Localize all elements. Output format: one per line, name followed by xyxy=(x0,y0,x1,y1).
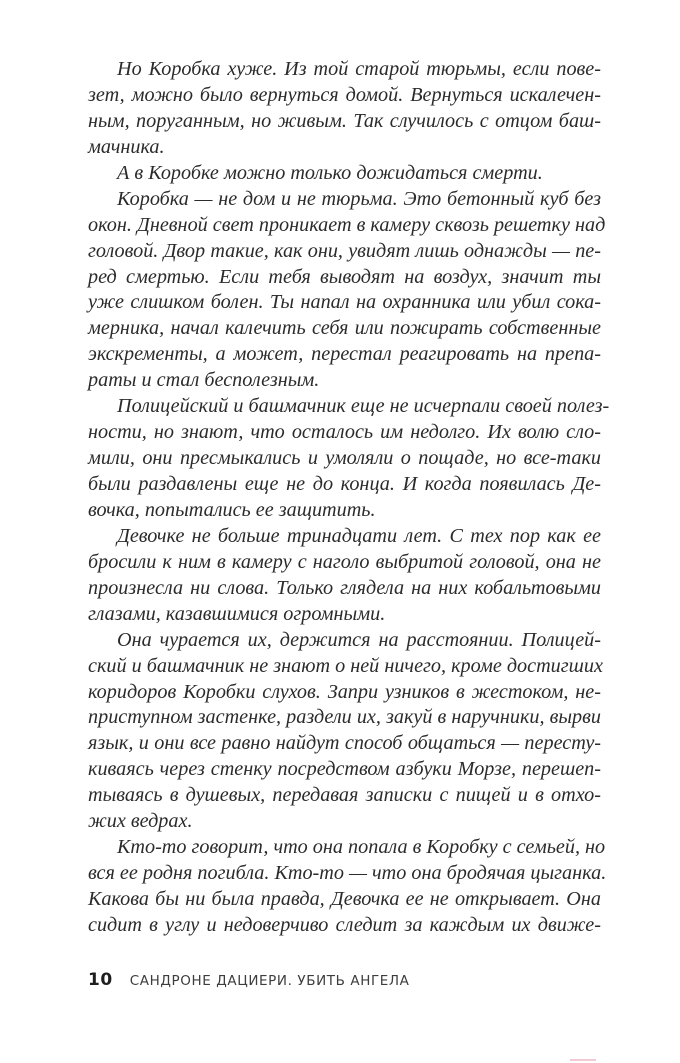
text-line: головой. Двор такие, как они, увидят лишь однажды — пе- xyxy=(88,239,601,262)
paragraph xyxy=(88,57,601,161)
text-line: тываясь в душевых, передавая записки с пищей и в отхо- xyxy=(88,784,601,807)
text-line: Какова бы ни была правда, Девочка ее не открывает. Она xyxy=(88,888,601,910)
paragraph xyxy=(88,187,606,395)
text-line: произнесла ни слова. Только глядела на них кобальтовыми xyxy=(88,576,601,599)
text-line: вся ее родня погибла. Кто-то — что она бродячая цыганка. xyxy=(88,862,607,885)
text-line: были раздавлены еще не до конца. И когда появилась Де- xyxy=(88,473,601,495)
running-title: САНДРОНЕ ДАЦИЕРИ. УБИТЬ АНГЕЛА xyxy=(129,973,410,989)
paragraph xyxy=(88,394,610,524)
paragraph xyxy=(88,628,601,836)
text-line: ности, но знают, что осталось им недолго. Их волю сло- xyxy=(88,421,601,444)
text-line: Коробка — не дом и не тюрьма. Это бетонный куб без xyxy=(117,187,601,210)
body-text xyxy=(88,57,610,939)
text-line: ский и башмачник не знают о ней ничего, кроме достигших xyxy=(88,654,603,677)
text-line: киваясь через стенку посредством азбуки Морзе, перешеп- xyxy=(88,758,601,781)
text-line: ным, поруганным, но живым. Так случилось с отцом баш- xyxy=(88,109,601,132)
text-line: бросили к ним в камеру с наголо выбритой головой, она не xyxy=(88,550,601,573)
page-number: 10 xyxy=(88,970,113,990)
text-line: Она чурается их, держится на расстоянии. Полицей- xyxy=(117,628,601,651)
text-line: язык, и они все равно найдут способ общаться — пересту- xyxy=(88,732,601,755)
text-line: коридоров Коробки слухов. Запри узников в жестоком, не- xyxy=(88,680,601,703)
text-line: мачника. xyxy=(88,135,165,158)
text-line: раты и стал бесполезным. xyxy=(88,369,320,392)
text-line: сидит в углу и недоверчиво следит за каждым их движе- xyxy=(88,913,601,936)
text-line: ред смертью. Если тебя выводят на воздух, значит ты xyxy=(88,265,601,288)
text-line: окон. Дневной свет проникает в камеру сквозь решетку над xyxy=(88,213,606,236)
text-line: мерника, начал калечить себя или пожирать собственные xyxy=(88,317,601,340)
text-line: Кто-то говорит, что она попала в Коробку с семьей, но xyxy=(117,836,606,859)
text-line: Но Коробка хуже. Из той старой тюрьмы, если пове- xyxy=(117,58,601,80)
page-footer xyxy=(88,970,410,990)
text-line: глазами, казавшимися огромными. xyxy=(88,602,386,625)
text-line: приступном застенке, раздели их, закуй в наручники, вырви xyxy=(88,706,601,729)
text-line: А в Коробке можно только дожидаться смерти. xyxy=(117,161,543,184)
paragraph xyxy=(88,835,607,939)
scan-edge-mark xyxy=(570,1059,596,1061)
text-line: зет, можно было вернуться домой. Вернуться искалечен- xyxy=(88,83,601,106)
text-line: Девочке не больше тринадцати лет. С тех пор как ее xyxy=(117,524,601,547)
text-line: мили, они пресмыкались и умоляли о пощаде, но все-таки xyxy=(88,447,601,470)
text-line: жих ведрах. xyxy=(88,810,193,833)
text-line: уже слишком болен. Ты напал на охранника или убил сока- xyxy=(88,291,601,314)
text-line: Полицейский и башмачник еще не исчерпали своей полез- xyxy=(117,395,610,418)
text-line: экскременты, а может, перестал реагировать на препа- xyxy=(88,343,601,366)
text-line: вочка, попытались ее защитить. xyxy=(88,498,376,521)
paragraph xyxy=(88,161,601,187)
paragraph xyxy=(88,524,601,628)
